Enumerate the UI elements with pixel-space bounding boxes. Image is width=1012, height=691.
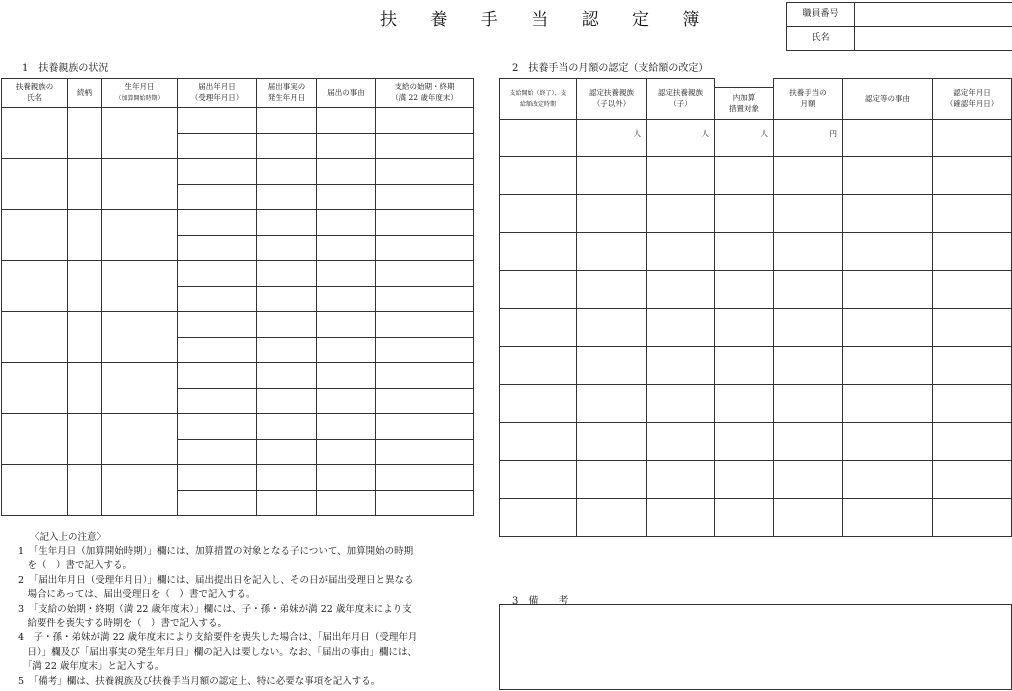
table-row (2, 159, 474, 185)
cell[interactable] (774, 233, 843, 271)
note-line: 2 「届出年月日（受理年月日）」欄には、届出提出日を記入し、その日が届出受理日と異なる (18, 574, 414, 586)
col-child: 認定扶養親族 （子） (647, 79, 715, 120)
cell[interactable] (774, 499, 843, 537)
col-reason: 届出の事由 (317, 79, 376, 108)
name-field[interactable] (855, 27, 1012, 51)
cell[interactable] (257, 108, 317, 134)
cell[interactable] (102, 108, 178, 159)
cell[interactable] (933, 461, 1012, 499)
cell[interactable] (715, 271, 774, 309)
cell[interactable] (500, 195, 577, 233)
cell[interactable] (68, 210, 102, 261)
cell[interactable] (647, 499, 715, 537)
cell[interactable] (647, 461, 715, 499)
cell[interactable] (257, 363, 317, 389)
cell[interactable] (178, 134, 257, 159)
cell[interactable] (68, 363, 102, 414)
cell[interactable] (774, 347, 843, 385)
cell[interactable] (317, 236, 376, 261)
cell[interactable] (178, 312, 257, 338)
cell[interactable] (317, 261, 376, 287)
cell[interactable] (178, 440, 257, 465)
col-period: 支給の始期・終期 （満 22 歳年度末） (376, 79, 474, 108)
cell[interactable] (933, 309, 1012, 347)
cell[interactable] (647, 157, 715, 195)
table-row (2, 108, 474, 134)
note-line: 日）」欄及び「届出事実の発生年月日」欄の記入は要しない。なお、「届出の事由」欄には、 (18, 646, 418, 658)
section1-heading: 1 扶養親族の状況 (22, 63, 109, 74)
cell[interactable] (376, 134, 474, 159)
cell[interactable] (577, 461, 647, 499)
cell[interactable] (933, 423, 1012, 461)
cell[interactable] (774, 309, 843, 347)
cell[interactable] (102, 261, 178, 312)
cell[interactable] (933, 385, 1012, 423)
cell[interactable] (376, 236, 474, 261)
cell[interactable] (376, 312, 474, 338)
col-start-period: 支給開始（終了）、支 給額改定時期 (500, 79, 577, 120)
cell[interactable] (933, 499, 1012, 537)
cell[interactable] (257, 210, 317, 236)
table-row (500, 157, 1012, 195)
col-monthly: 扶養手当の 月額 (774, 79, 843, 120)
cell[interactable] (317, 134, 376, 159)
cell[interactable] (376, 414, 474, 440)
cell[interactable] (577, 309, 647, 347)
cell[interactable] (647, 423, 715, 461)
cell[interactable] (933, 347, 1012, 385)
cell[interactable] (376, 338, 474, 363)
cell[interactable] (178, 389, 257, 414)
table-row (500, 347, 1012, 385)
table-row (2, 465, 474, 491)
name-label: 氏名 (787, 27, 855, 51)
cell[interactable] (2, 363, 68, 414)
cell[interactable] (647, 347, 715, 385)
unit-person: 人 (715, 120, 774, 157)
cell[interactable] (257, 465, 317, 491)
cell[interactable] (577, 271, 647, 309)
col-birth: 生年月日 （加算開始時期） (102, 79, 178, 108)
table-row (2, 414, 474, 440)
cell[interactable] (317, 210, 376, 236)
table-row (500, 423, 1012, 461)
col-family-name: 扶養親族の 氏名 (2, 79, 68, 108)
staff-no-field[interactable] (855, 3, 1012, 27)
staff-no-label: 職員番号 (787, 3, 855, 27)
table-row (2, 363, 474, 389)
cell[interactable] (68, 465, 102, 516)
cell[interactable] (376, 465, 474, 491)
cell[interactable] (933, 157, 1012, 195)
table-row (500, 499, 1012, 537)
cell[interactable] (843, 347, 933, 385)
cell[interactable] (257, 261, 317, 287)
cell[interactable] (102, 210, 178, 261)
cell[interactable] (376, 159, 474, 185)
col-non-child: 認定扶養親族 （子以外） (577, 79, 647, 120)
cell[interactable] (178, 338, 257, 363)
note-line: 4 子・孫・弟妹が満 22 歳年度末により支給要件を喪失した場合は、「届出年月日（受理年月 (18, 632, 418, 644)
unit-person: 人 (647, 120, 715, 157)
cell[interactable] (843, 271, 933, 309)
cell[interactable] (257, 440, 317, 465)
table-row (500, 195, 1012, 233)
cell[interactable] (68, 312, 102, 363)
cell[interactable] (2, 465, 68, 516)
note-line: 3 「支給の始期・終期（満 22 歳年度末）」欄には、子・孫・弟妹が満 22 歳年度末により支 (18, 603, 412, 615)
cell[interactable] (500, 309, 577, 347)
cell[interactable] (376, 185, 474, 210)
cell[interactable] (102, 159, 178, 210)
cell[interactable] (2, 159, 68, 210)
cell[interactable] (500, 157, 577, 195)
cell[interactable] (843, 233, 933, 271)
cell[interactable] (317, 440, 376, 465)
cell[interactable] (376, 389, 474, 414)
cell[interactable] (577, 423, 647, 461)
cell[interactable] (843, 461, 933, 499)
cell[interactable] (577, 347, 647, 385)
cell[interactable] (715, 461, 774, 499)
cell[interactable] (647, 233, 715, 271)
cell[interactable] (500, 461, 577, 499)
cell[interactable] (2, 108, 68, 159)
cell[interactable] (933, 195, 1012, 233)
cell[interactable] (317, 363, 376, 389)
cell[interactable] (843, 499, 933, 537)
cell[interactable] (257, 134, 317, 159)
cell[interactable] (257, 389, 317, 414)
cell[interactable] (178, 491, 257, 516)
note-line: 場合にあっては、届出受理日を（ ）書で記入する。 (18, 589, 256, 601)
cell[interactable] (715, 385, 774, 423)
col-inner-addition: 内加算 措置対象 (715, 88, 774, 120)
cell[interactable] (317, 159, 376, 185)
cell[interactable] (317, 414, 376, 440)
table-row (500, 309, 1012, 347)
cell[interactable] (774, 423, 843, 461)
notes-heading: 〈記入上の注意〉 (30, 532, 107, 543)
cell[interactable] (178, 287, 257, 312)
col-cert-reason: 認定等の事由 (843, 79, 933, 120)
staff-id-box (786, 2, 1012, 51)
cell[interactable] (774, 195, 843, 233)
cell[interactable] (500, 499, 577, 537)
unit-yen: 円 (774, 120, 843, 157)
table-row (500, 233, 1012, 271)
cell[interactable] (317, 338, 376, 363)
cell[interactable] (715, 309, 774, 347)
cell[interactable] (317, 491, 376, 516)
cell[interactable] (2, 261, 68, 312)
table-row (500, 385, 1012, 423)
cell[interactable] (317, 312, 376, 338)
section3-heading: 3 備 考 (512, 596, 569, 607)
cell[interactable] (933, 120, 1012, 157)
unit-person: 人 (577, 120, 647, 157)
cell[interactable] (68, 261, 102, 312)
cell[interactable] (2, 210, 68, 261)
col-filed-date: 届出年月日 （受理年月日） (178, 79, 257, 108)
note-line: を（ ）書で記入する。 (18, 560, 133, 572)
col-fact-date: 届出事実の 発生年月日 (257, 79, 317, 108)
cell[interactable] (178, 159, 257, 185)
cell[interactable] (577, 385, 647, 423)
cell[interactable] (715, 157, 774, 195)
dependents-table (1, 78, 474, 516)
cell[interactable] (2, 312, 68, 363)
cell[interactable] (102, 414, 178, 465)
notes-list (18, 545, 417, 689)
cell[interactable] (102, 312, 178, 363)
cell[interactable] (715, 499, 774, 537)
cell[interactable] (577, 233, 647, 271)
cell[interactable] (715, 347, 774, 385)
note-line: 「満 22 歳年度末」と記入する。 (18, 661, 165, 673)
page-title: 扶 養 手 当 認 定 簿 (380, 10, 714, 30)
cell[interactable] (647, 195, 715, 233)
cell[interactable] (577, 157, 647, 195)
cell[interactable] (257, 414, 317, 440)
cell[interactable] (647, 385, 715, 423)
cell[interactable] (102, 363, 178, 414)
cell[interactable] (715, 423, 774, 461)
cell[interactable] (500, 120, 577, 157)
cell[interactable] (257, 312, 317, 338)
cell[interactable] (257, 491, 317, 516)
cell[interactable] (715, 195, 774, 233)
cell[interactable] (102, 465, 178, 516)
allowance-table (499, 78, 1012, 537)
section2-heading: 2 扶養手当の月額の認定（支給額の改定） (512, 63, 709, 74)
cell[interactable] (178, 210, 257, 236)
cell[interactable] (500, 423, 577, 461)
cell[interactable] (178, 185, 257, 210)
table-row (500, 461, 1012, 499)
cell[interactable] (774, 271, 843, 309)
cell[interactable] (715, 233, 774, 271)
cell[interactable] (933, 271, 1012, 309)
cell[interactable] (257, 159, 317, 185)
cell[interactable] (376, 108, 474, 134)
cell[interactable] (317, 389, 376, 414)
cell[interactable] (68, 108, 102, 159)
cell[interactable] (376, 287, 474, 312)
cell[interactable] (178, 261, 257, 287)
note-line: 1 「生年月日（加算開始時期）」欄には、加算措置の対象となる子について、加算開始の時期 (18, 546, 414, 557)
cell[interactable] (317, 185, 376, 210)
cell[interactable] (647, 309, 715, 347)
cell[interactable] (317, 465, 376, 491)
cell[interactable] (178, 108, 257, 134)
cell[interactable] (500, 271, 577, 309)
cell[interactable] (577, 195, 647, 233)
cell[interactable] (843, 120, 933, 157)
cell[interactable] (843, 157, 933, 195)
cell[interactable] (647, 271, 715, 309)
cell[interactable] (68, 414, 102, 465)
cell[interactable] (843, 423, 933, 461)
cell[interactable] (178, 363, 257, 389)
cell[interactable] (178, 414, 257, 440)
table-row (2, 261, 474, 287)
cell[interactable] (843, 195, 933, 233)
cell[interactable] (317, 108, 376, 134)
cell[interactable] (376, 363, 474, 389)
cell[interactable] (500, 233, 577, 271)
cell[interactable] (376, 440, 474, 465)
note-line: 5 「備考」欄は、扶養親族及び扶養手当月額の認定上、特に必要な事項を記入する。 (18, 675, 381, 687)
cell[interactable] (376, 491, 474, 516)
cell[interactable] (376, 210, 474, 236)
cell[interactable] (774, 385, 843, 423)
col-relation: 続柄 (68, 79, 102, 108)
table-row (2, 312, 474, 338)
cell[interactable] (257, 338, 317, 363)
col-cert-date: 認定年月日 （確認年月日） (933, 79, 1012, 120)
cell[interactable] (257, 185, 317, 210)
cell[interactable] (774, 461, 843, 499)
cell[interactable] (257, 236, 317, 261)
cell[interactable] (843, 309, 933, 347)
cell[interactable] (2, 414, 68, 465)
cell[interactable] (500, 385, 577, 423)
cell[interactable] (178, 465, 257, 491)
cell[interactable] (843, 385, 933, 423)
cell[interactable] (774, 157, 843, 195)
table-row (2, 210, 474, 236)
cell[interactable] (577, 499, 647, 537)
cell[interactable] (317, 287, 376, 312)
cell[interactable] (68, 159, 102, 210)
cell[interactable] (933, 233, 1012, 271)
cell[interactable] (500, 347, 577, 385)
note-line: 給要件を喪失する時期を（ ）書で記入する。 (18, 618, 228, 630)
table-row (500, 271, 1012, 309)
cell[interactable] (376, 261, 474, 287)
cell[interactable] (257, 287, 317, 312)
remarks-box[interactable] (499, 604, 1012, 690)
cell[interactable] (178, 236, 257, 261)
